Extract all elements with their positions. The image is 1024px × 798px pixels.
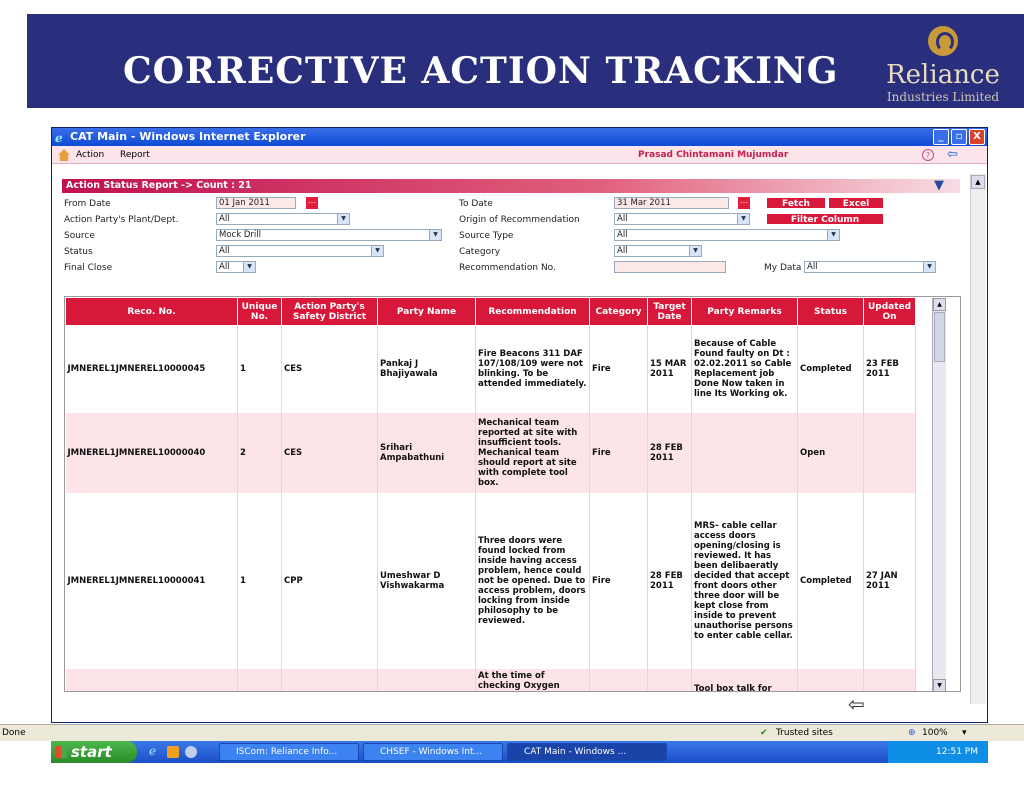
calendar-icon[interactable]: ...: [306, 197, 318, 209]
zoom-level[interactable]: 100%: [922, 728, 948, 738]
logo-subtitle: Industries Limited: [886, 90, 1000, 104]
source-type-value: All: [617, 230, 628, 240]
cell-category: Fire: [590, 413, 648, 493]
table-row[interactable]: [66, 326, 916, 413]
plant-select[interactable]: [216, 213, 350, 225]
my-data-label: My Data: [764, 263, 802, 273]
security-zone: Trusted sites: [776, 728, 833, 738]
final-close-select[interactable]: [216, 261, 256, 273]
category-value: All: [617, 246, 628, 256]
chevron-down-icon[interactable]: ▼: [923, 262, 935, 272]
filter-column-button[interactable]: Filter Column: [766, 213, 884, 225]
chevron-down-icon[interactable]: ▼: [429, 230, 441, 240]
table-scrollbar[interactable]: [932, 298, 946, 692]
chevron-down-icon[interactable]: ▼: [243, 262, 255, 272]
taskbar-item[interactable]: ISCom: Reliance Info...: [219, 743, 359, 761]
cell-party-remarks: MRS- cable cellar access doors opening/closing is reviewed. It has been delibaeratly decided that accept front doors other three door will be kept close from inside to prevent unauthorise persons to enter cable cellar.: [692, 493, 798, 669]
reco-no-input[interactable]: [614, 261, 726, 273]
cell-unique-no: [238, 669, 282, 693]
scroll-up-icon[interactable]: ▲: [971, 175, 985, 189]
cell-updated-on: 27 JAN 2011: [864, 493, 916, 669]
col-party-name[interactable]: Party Name: [378, 298, 476, 326]
window-titlebar[interactable]: [52, 128, 987, 146]
chevron-down-icon[interactable]: ▼: [689, 246, 701, 256]
taskbar-item[interactable]: CHSEF - Windows Int...: [363, 743, 503, 761]
slide-title: CORRECTIVE ACTION TRACKING: [123, 50, 839, 92]
cell-target-date: 28 FEB 2011: [648, 493, 692, 669]
cell-party-name: Pankaj J Bhajiyawala: [378, 326, 476, 413]
my-data-value: All: [807, 262, 818, 272]
chevron-down-icon[interactable]: ▼: [337, 214, 349, 224]
start-button[interactable]: [51, 741, 137, 763]
cell-recommendation: Mechanical team reported at site with insufficient tools. Mechanical team should report at site with complete tool box.: [476, 413, 590, 493]
col-status[interactable]: Status: [798, 298, 864, 326]
browser-window: [51, 127, 988, 723]
cell-reco-no: JMNEREL1JMNEREL10000045: [66, 326, 238, 413]
outlook-icon[interactable]: [167, 746, 179, 758]
cell-updated-on: 23 FEB 2011: [864, 326, 916, 413]
reliance-logo-icon: [928, 26, 958, 56]
reliance-logo: [873, 24, 1013, 122]
status-text: Done: [2, 728, 26, 738]
status-value: All: [219, 246, 230, 256]
chevron-down-icon[interactable]: ▼: [827, 230, 839, 240]
cell-category: Fire: [590, 493, 648, 669]
status-label: Status: [64, 247, 93, 257]
category-label: Category: [459, 247, 501, 257]
windows-flag-icon: [55, 746, 67, 758]
col-unique-no[interactable]: Unique No.: [238, 298, 282, 326]
col-reco-no[interactable]: Reco. No.: [66, 298, 238, 326]
minimize-button[interactable]: _: [933, 129, 949, 145]
col-target-date[interactable]: Target Date: [648, 298, 692, 326]
scroll-thumb[interactable]: [934, 312, 945, 362]
cell-unique-no: 1: [238, 493, 282, 669]
chevron-down-icon[interactable]: ▼: [371, 246, 383, 256]
table-row[interactable]: [66, 413, 916, 493]
reco-no-label: Recommendation No.: [459, 263, 556, 273]
final-close-value: All: [219, 262, 230, 272]
windows-taskbar: [51, 741, 988, 763]
from-date-label: From Date: [64, 199, 111, 209]
restore-button[interactable]: ▫: [951, 129, 967, 145]
cell-party-remarks: [692, 413, 798, 493]
cell-status: [798, 669, 864, 693]
cell-party-name: Umeshwar D Vishwakarma: [378, 493, 476, 669]
source-type-select[interactable]: [614, 229, 840, 241]
table-row[interactable]: [66, 493, 916, 669]
source-value: Mock Drill: [219, 230, 261, 240]
scroll-up-icon[interactable]: ▲: [933, 298, 946, 311]
excel-button[interactable]: Excel: [828, 197, 884, 209]
cell-target-date: 28 FEB 2011: [648, 413, 692, 493]
page-scrollbar[interactable]: [970, 174, 986, 704]
internet-explorer-icon: ℯ: [55, 131, 63, 145]
help-icon[interactable]: ?: [922, 149, 934, 161]
user-name: Prasad Chintamani Mujumdar: [638, 150, 789, 160]
clock: 12:51 PM: [936, 747, 978, 757]
origin-label: Origin of Recommendation: [459, 215, 580, 225]
back-arrow-icon[interactable]: ⇦: [848, 692, 865, 716]
report-header: Action Status Report -> Count : 21: [62, 179, 960, 193]
final-close-label: Final Close: [64, 263, 113, 273]
window-title: CAT Main - Windows Internet Explorer: [70, 130, 306, 143]
cell-unique-no: 2: [238, 413, 282, 493]
close-button[interactable]: X: [969, 129, 985, 145]
internet-explorer-icon[interactable]: ℯ: [149, 744, 157, 758]
cell-status: Completed: [798, 326, 864, 413]
calendar-icon[interactable]: ...: [738, 197, 750, 209]
scroll-down-icon[interactable]: ▼: [933, 679, 946, 692]
zoom-icon[interactable]: ⊕: [908, 728, 916, 738]
cell-reco-no: JMNEREL1JMNEREL10000040: [66, 413, 238, 493]
source-select[interactable]: [216, 229, 442, 241]
home-icon[interactable]: [58, 149, 70, 161]
to-date-input[interactable]: 31 Mar 2011: [614, 197, 729, 209]
origin-value: All: [617, 214, 628, 224]
cell-recommendation: Fire Beacons 311 DAF 107/108/109 were not blinking. To be attended immediately.: [476, 326, 590, 413]
cell-recommendation: Three doors were found locked from inside having access problem, hence could not be opened. Due to access problem, doors locking from inside philosophy to be reviewed.: [476, 493, 590, 669]
category-select[interactable]: [614, 245, 702, 257]
plant-label: Action Party's Plant/Dept.: [64, 215, 179, 225]
cell-category: Fire: [590, 326, 648, 413]
col-safety-district[interactable]: Action Party's Safety District: [282, 298, 378, 326]
pin-icon[interactable]: ▼: [934, 178, 944, 193]
cell-district: [282, 669, 378, 693]
plant-value: All: [219, 214, 230, 224]
fetch-button[interactable]: Fetch: [766, 197, 826, 209]
my-data-select[interactable]: [804, 261, 936, 273]
cell-district: CES: [282, 326, 378, 413]
chevron-down-icon[interactable]: ▼: [737, 214, 749, 224]
origin-select[interactable]: [614, 213, 750, 225]
menu-action[interactable]: Action: [76, 150, 105, 160]
menu-report[interactable]: Report: [120, 150, 150, 160]
system-tray: [888, 741, 988, 763]
col-updated-on[interactable]: Updated On: [864, 298, 916, 326]
cell-target-date: [648, 669, 692, 693]
browser-status-bar: [0, 724, 1024, 741]
back-arrow-icon[interactable]: ⇦: [947, 147, 958, 162]
slide-banner: [27, 14, 1024, 108]
cell-status: Open: [798, 413, 864, 493]
status-select[interactable]: [216, 245, 384, 257]
checkmark-icon: ✔: [760, 728, 768, 738]
table-row[interactable]: [66, 669, 916, 693]
cell-party-remarks: Tool box talk for: [692, 669, 798, 693]
cell-status: Completed: [798, 493, 864, 669]
cell-reco-no: [66, 669, 238, 693]
source-label: Source: [64, 231, 95, 241]
col-recommendation[interactable]: Recommendation: [476, 298, 590, 326]
cell-unique-no: 1: [238, 326, 282, 413]
from-date-input[interactable]: 01 Jan 2011: [216, 197, 296, 209]
logo-name: Reliance: [886, 60, 1000, 90]
col-party-remarks[interactable]: Party Remarks: [692, 298, 798, 326]
cell-district: CPP: [282, 493, 378, 669]
taskbar-item-active[interactable]: CAT Main - Windows ...: [507, 743, 667, 761]
cell-recommendation: At the time of checking Oxygen: [476, 669, 590, 693]
cell-party-remarks: Because of Cable Found faulty on Dt : 02.02.2011 so Cable Replacement job Done Now taken in line Its Working ok.: [692, 326, 798, 413]
source-type-label: Source Type: [459, 231, 514, 241]
cell-party-name: [378, 669, 476, 693]
col-category[interactable]: Category: [590, 298, 648, 326]
to-date-label: To Date: [459, 199, 493, 209]
cell-updated-on: [864, 669, 916, 693]
zoom-dropdown-icon[interactable]: ▾: [962, 728, 967, 738]
cell-category: [590, 669, 648, 693]
app-menubar: [52, 146, 987, 164]
start-label: start: [71, 743, 112, 761]
results-table: [64, 296, 961, 692]
cell-district: CES: [282, 413, 378, 493]
cell-target-date: 15 MAR 2011: [648, 326, 692, 413]
cell-party-name: Srihari Ampabathuni: [378, 413, 476, 493]
cell-updated-on: [864, 413, 916, 493]
cell-reco-no: JMNEREL1JMNEREL10000041: [66, 493, 238, 669]
app-icon[interactable]: [185, 746, 197, 758]
